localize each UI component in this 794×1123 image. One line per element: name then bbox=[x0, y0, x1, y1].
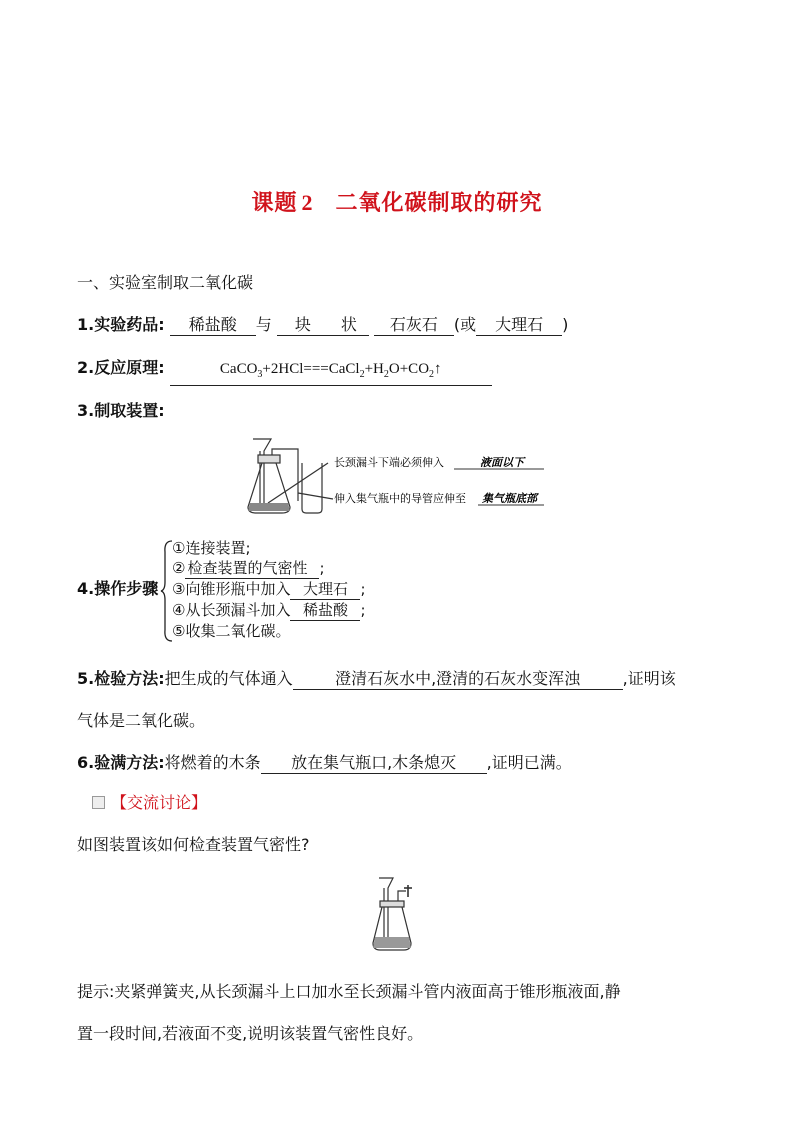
step: ④从长颈漏斗加入 稀盐酸 ; bbox=[172, 601, 366, 619]
apparatus-note-1: 长颈漏斗下端必须伸入 bbox=[334, 456, 444, 469]
discussion-hint-line2: 置一段时间,若液面不变,说明该装置气密性良好。 bbox=[77, 1024, 424, 1043]
steps-list bbox=[172, 538, 366, 641]
answer-blank: 放在集气瓶口,木条熄灭 bbox=[261, 753, 487, 774]
airtight-apparatus-diagram bbox=[370, 873, 420, 955]
item-apparatus: 3.制取装置: bbox=[77, 401, 165, 420]
apparatus-answer-1: 液面以下 bbox=[480, 456, 524, 469]
answer-blank: 石灰石 bbox=[374, 315, 454, 336]
item-test-method: 5.检验方法:把生成的气体通入 澄清石灰水中,澄清的石灰水变浑浊 ,证明该 bbox=[77, 669, 676, 688]
apparatus-diagram bbox=[238, 433, 563, 523]
apparatus-answer-2: 集气瓶底部 bbox=[482, 492, 537, 505]
item-test-method-cont: 气体是二氧化碳。 bbox=[77, 711, 206, 730]
discussion-question: 如图装置该如何检查装置气密性? bbox=[77, 835, 310, 854]
item-reaction: 2.反应原理: $CaCO_3+2HCl===CaCl_2+H_2O+CO_2↑$ bbox=[77, 357, 492, 386]
answer-blank: 澄清石灰水中,澄清的石灰水变浑浊 bbox=[293, 669, 623, 690]
discussion-heading: 【交流讨论】 bbox=[92, 792, 207, 814]
answer-blank: 状 bbox=[329, 315, 369, 336]
discussion-icon bbox=[92, 796, 105, 809]
apparatus-note-2: 伸入集气瓶中的导管应伸至 bbox=[334, 492, 466, 505]
step: ⑤收集二氧化碳。 bbox=[172, 622, 291, 640]
page-title: 课题 2 二氧化碳制取的研究 bbox=[251, 190, 543, 216]
step: ①连接装置; bbox=[172, 539, 251, 557]
discussion-hint-line1: 提示:夹紧弹簧夹,从长颈漏斗上口加水至长颈漏斗管内液面高于锥形瓶液面,静 bbox=[77, 982, 621, 1001]
step: ② 检查装置的气密性 ; bbox=[172, 559, 325, 577]
item-steps-label: 4.操作步骤 bbox=[77, 579, 159, 598]
item-full-check: 6.验满方法:将燃着的木条 放在集气瓶口,木条熄灭 ,证明已满。 bbox=[77, 753, 572, 772]
equation-blank: $CaCO_3+2HCl===CaCl_2+H_2O+CO_2↑$ bbox=[170, 359, 492, 386]
step: ③向锥形瓶中加入 大理石 ; bbox=[172, 580, 366, 598]
item-reagents: 1.实验药品: 稀盐酸 与 块 状 石灰石 (或 大理石 ) bbox=[77, 315, 569, 334]
answer-blank: 稀盐酸 bbox=[170, 315, 256, 336]
section-heading: 一、实验室制取二氧化碳 bbox=[77, 273, 254, 292]
answer-blank: 块 bbox=[277, 315, 329, 336]
answer-blank: 大理石 bbox=[476, 315, 562, 336]
